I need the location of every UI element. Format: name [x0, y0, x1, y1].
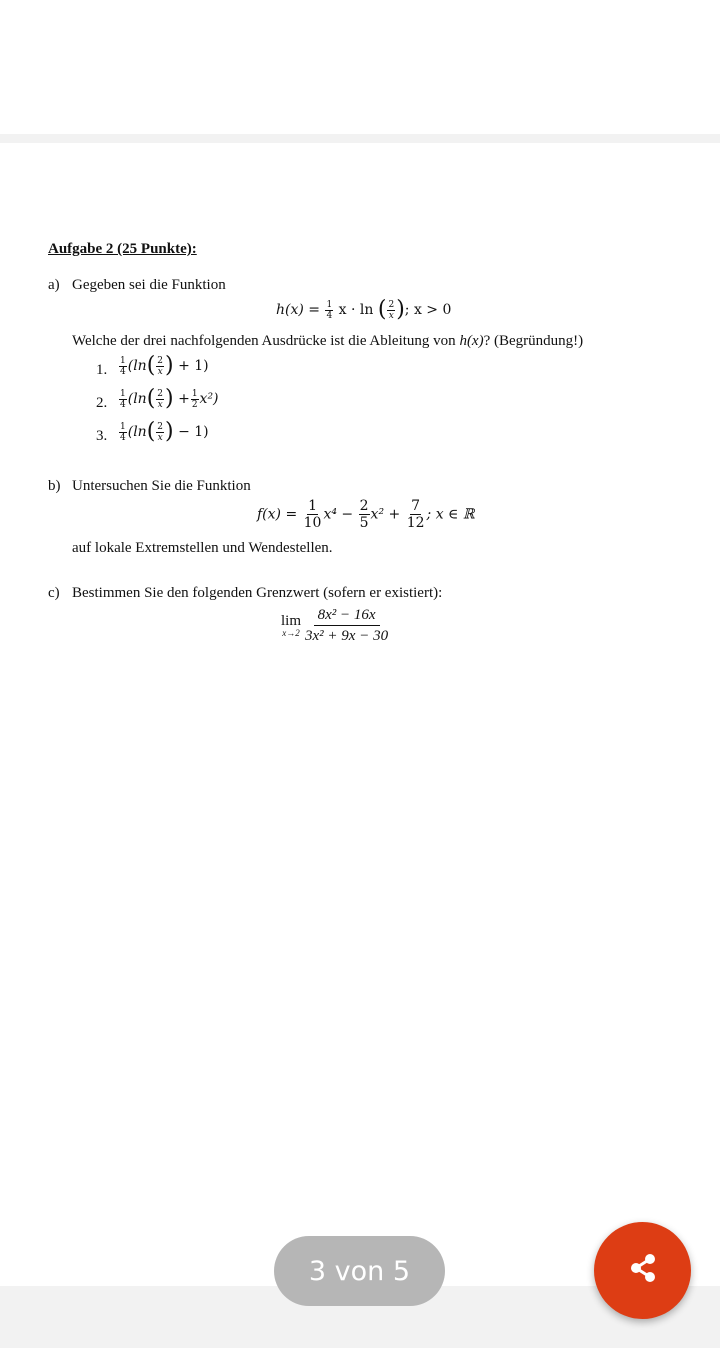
part-b-function: f(x) = $\frac{1}{10}$ x⁴ − $\frac{2}{5}$ x² + $\frac{7}{12}$ ; x ∈ ℝ — [257, 498, 475, 531]
option-1-expression: $\frac{1}{4}$ (ln( $\frac{2}{x}$ ) + 1) — [120, 353, 209, 378]
document-page — [0, 143, 720, 1286]
part-c-intro: Bestimmen Sie den folgenden Grenzwert (sofern er existiert): — [72, 585, 443, 601]
previous-page-bottom — [0, 5, 720, 134]
page-indicator: 3 von 5 — [274, 1236, 445, 1306]
share-button[interactable] — [594, 1222, 691, 1319]
task-heading: Aufgabe 2 (25 Punkte): — [48, 241, 197, 257]
part-b-label: b) — [48, 478, 61, 494]
option-2-expression: $\frac{1}{4}$ (ln( $\frac{2}{x}$ ) + $\frac{1}{2}$ x²) — [120, 386, 219, 411]
h-lhs: h(x) = — [276, 302, 321, 318]
part-a-intro: Gegeben sei die Funktion — [72, 277, 226, 293]
h-rest: x · ln — [338, 302, 374, 318]
part-a-question: Welche der drei nachfolgenden Ausdrücke ist die Ableitung von h(x)? (Begründung!) — [72, 333, 584, 349]
fraction-two-over-x: $\frac{2}{x}$ — [388, 299, 395, 321]
h-condition: ; x > 0 — [404, 302, 452, 318]
option-3-number: 3. — [96, 428, 108, 444]
part-b-intro: Untersuchen Sie die Funktion — [72, 478, 251, 494]
share-icon — [625, 1250, 661, 1291]
part-b-outro: auf lokale Extremstellen und Wendestellen. — [72, 540, 333, 556]
option-3-expression: $\frac{1}{4}$ (ln( $\frac{2}{x}$ ) − 1) — [120, 419, 209, 444]
option-1-number: 1. — [96, 362, 108, 378]
part-c-label: c) — [48, 585, 60, 601]
part-c-limit: lim x→2 $\frac{\text{8x² − 16x}}{\text{3x² + 9x − 30}}$ — [281, 607, 389, 644]
option-2-number: 2. — [96, 395, 108, 411]
fraction-one-quarter: $\frac{1}{4}$ — [326, 299, 333, 321]
part-a-function: h(x) = $\frac{1}{4}$ x · ln ( $\frac{2}{x}$ ); x > 0 — [276, 297, 452, 322]
part-a-label: a) — [48, 277, 60, 293]
